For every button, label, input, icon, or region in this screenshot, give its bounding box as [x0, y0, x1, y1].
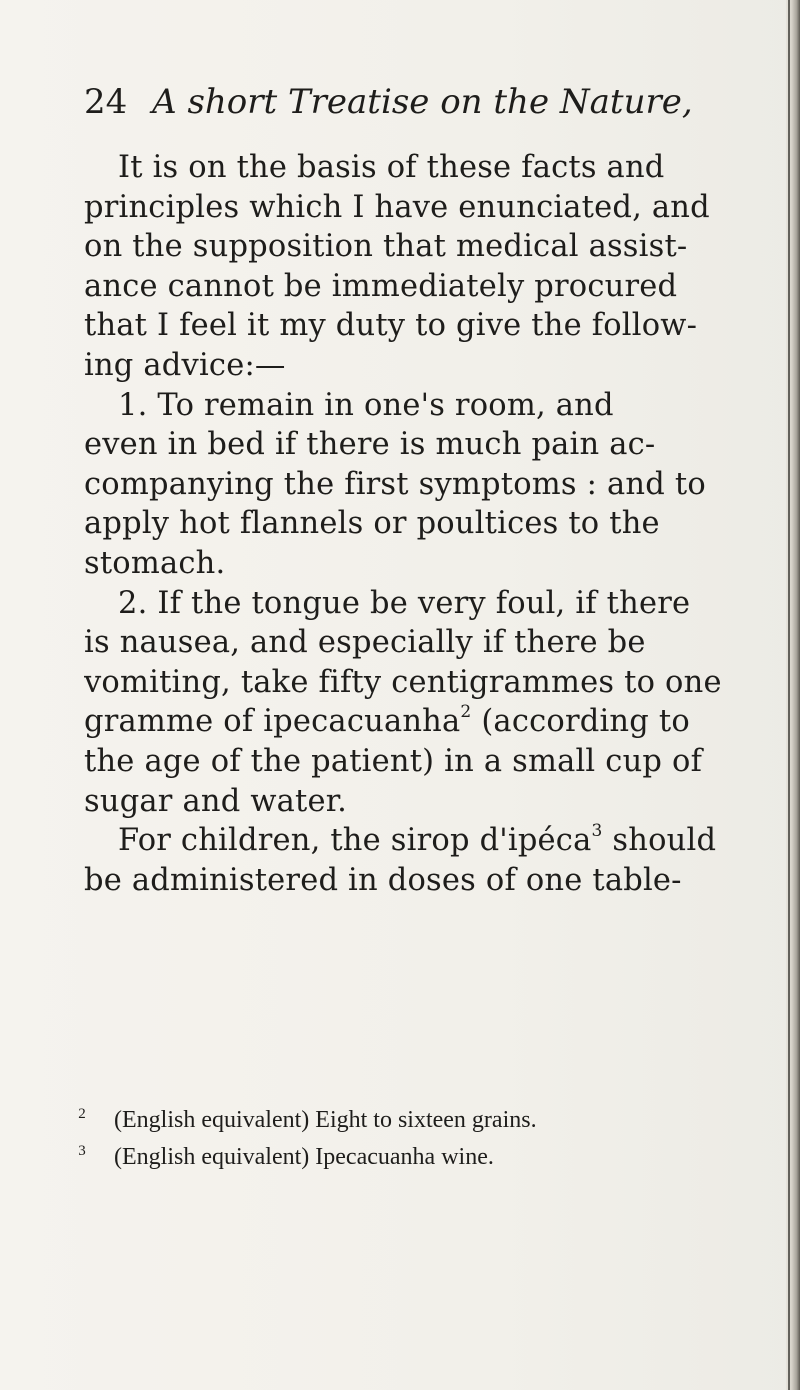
running-title: A short Treatise on the Nature, [152, 82, 693, 122]
text-line: ance cannot be immediately procured [84, 268, 678, 304]
text-line: companying the first symptoms : and to [84, 466, 706, 502]
page-number: 24 [84, 82, 128, 122]
text-segment: should [602, 823, 717, 859]
text-line: that I feel it my duty to give the follow- [84, 308, 698, 344]
body-text [84, 148, 774, 900]
text-line: the age of the patient) in a small cup of [84, 743, 703, 779]
text-line-with-footnote-ref [84, 821, 774, 861]
page-header [84, 82, 693, 122]
footnote-ref-3: 3 [591, 821, 603, 842]
footnote-text: (English equivalent) Ipecacuanha wine. [114, 1144, 494, 1170]
footnote [78, 1136, 784, 1173]
text-line: even in bed if there is much pain ac- [84, 427, 656, 463]
text-line: 2. If the tongue be very foul, if there [118, 585, 691, 621]
text-line-with-footnote-ref [84, 702, 774, 742]
text-line: ing advice:— [84, 347, 286, 383]
text-line: stomach. [84, 545, 226, 581]
text-segment: gramme of ipecacuanha [84, 704, 461, 740]
text-line: is nausea, and especially if there be [84, 625, 646, 661]
footnotes [78, 1099, 784, 1173]
text-line: 1. To remain in one's room, and [118, 387, 614, 423]
text-line: be administered in doses of one table- [84, 862, 682, 898]
text-line: It is on the basis of these facts and [118, 150, 665, 185]
text-line: vomiting, take fifty centigrammes to one [84, 664, 722, 700]
binding-shadow-line [788, 0, 790, 1390]
footnote-mark: 2 [78, 1106, 86, 1122]
text-line: on the supposition that medical assist- [84, 229, 688, 265]
text-segment: For children, the sirop d'ipéca [118, 823, 592, 859]
footnote-ref-2: 2 [460, 702, 472, 723]
text-line: sugar and water. [84, 783, 348, 819]
text-line: apply hot flannels or poultices to the [84, 506, 660, 542]
footnote-mark: 3 [78, 1143, 86, 1159]
footnote [78, 1099, 784, 1136]
footnote-text: (English equivalent) Eight to sixteen grains. [114, 1107, 537, 1133]
page-binding-edge [786, 0, 800, 1390]
text-segment: (according to [471, 704, 690, 740]
text-line: principles which I have enunciated, and [84, 189, 710, 225]
